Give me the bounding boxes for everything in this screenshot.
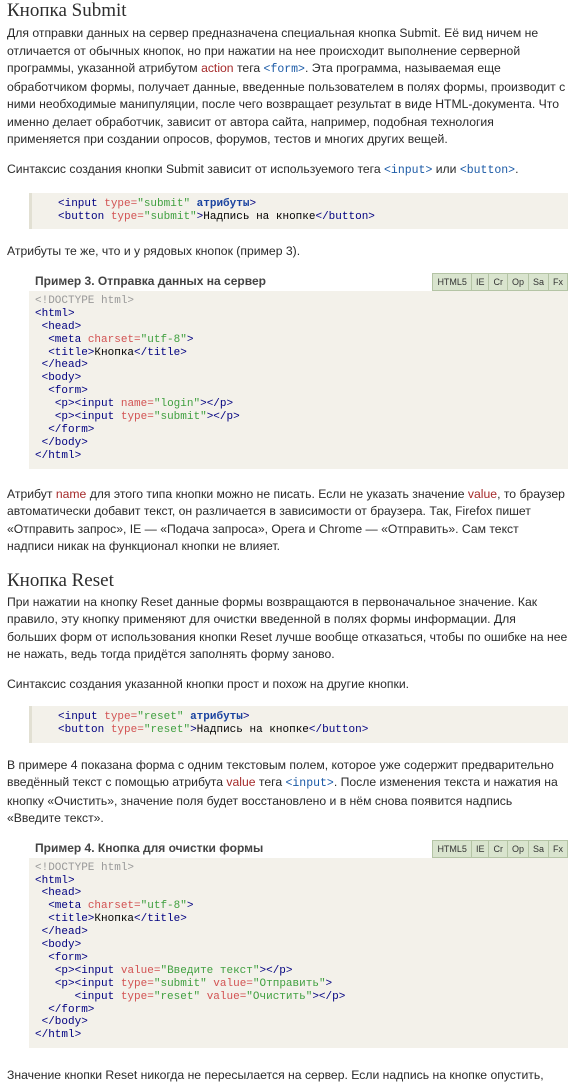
- example-3-title: Пример 3. Отправка данных на сервер: [35, 273, 266, 288]
- badge-cr: Cr: [488, 273, 508, 291]
- browser-badges: [433, 840, 568, 858]
- badge-op: Op: [507, 840, 529, 858]
- heading-submit: Кнопка Submit: [7, 0, 127, 21]
- reset-intro: При нажатии на кнопку Reset данные формы возвращаются в первоначальное значение. Как правило, эту кнопку применяют для очистки введенной в полях формы информации. Для больших форм от использования кнопки Reset лучше вообще отказаться, чтобы по ошибке на нее не нажать, ведь тогда придётся заполнять форму заново.: [7, 594, 568, 662]
- example-4: [29, 838, 568, 1049]
- badge-sa: Sa: [528, 840, 549, 858]
- submit-syntax-code: <input type="submit" атрибуты> <button type="submit">Надпись на кнопке</button>: [29, 193, 568, 229]
- badge-fx: Fx: [548, 840, 568, 858]
- badge-sa: Sa: [528, 273, 549, 291]
- example-3: [29, 271, 568, 469]
- example-4-header: [29, 838, 568, 858]
- submit-name-note: Атрибут name для этого типа кнопки можно не писать. Если не указать значение value, то браузер автоматически добавит текст, он различается в зависимости от браузера. Так, Firefox пишет «Отправить запрос», IE — «Подача запроса», Opera и Chrome — «Отправить». Сам текст надписи никак на функционал кнопки не влияет.: [7, 486, 565, 554]
- browser-badges: [433, 273, 568, 291]
- heading-reset: Кнопка Reset: [7, 569, 114, 591]
- example-4-code: <!DOCTYPE html> <html> <head> <meta charset="utf-8"> <title>Кнопка</title> </head> <body> <form> <p><input value="Введите текст"></p> <p><input type="submit" value="Отправить"> <input type="reset" value="Очистить"></p> </form> </body> </html>: [35, 861, 346, 1042]
- reset-syntax-text: Синтаксис создания указанной кнопки прост и похож на другие кнопки.: [7, 676, 410, 691]
- submit-intro: Для отправки данных на сервер предназначена специальная кнопка Submit. Её вид ничем не отличается от обычных кнопок, но при нажатии на нее происходит выполнение серверной программы, указанной атрибутом action тега <form>. Эта программа, называемая еще обработчиком формы, получает данные, введенные пользователем в полях формы, производит с ними необходимые манипуляции, после чего возвращает результат в виде HTML-документа. Что именно делает обработчик, зависит от автора сайта, например, подобная технология применяется при создании опросов, форумов, тестов и многих других вещей.: [7, 26, 566, 146]
- reset-syntax-code: <input type="reset" атрибуты> <button type="reset">Надпись на кнопке</button>: [29, 706, 568, 742]
- badge-cr: Cr: [488, 840, 508, 858]
- example-3-header: [29, 271, 568, 291]
- badge-html5: HTML5: [432, 840, 472, 858]
- submit-attrs-note: Атрибуты те же, что и у рядовых кнопок (пример 3).: [7, 244, 301, 259]
- submit-syntax-text: Синтаксис создания кнопки Submit зависит от используемого тега <input> или <button>.: [7, 161, 519, 177]
- keyword-action: action: [201, 61, 234, 75]
- reset-example-intro: В примере 4 показана форма с одним текстовым полем, которое уже содержит предварительно введённый текст с помощью атрибута value тега <input>. После изменения текста и нажатия на кнопку «Очистить», значение поля будет восстановлено и в нём снова появится надпись «Введите текст».: [7, 757, 558, 826]
- example-3-code: <!DOCTYPE html> <html> <head> <meta charset="utf-8"> <title>Кнопка</title> </head> <body> <form> <p><input name="login"></p> <p><input type="submit"></p> </form> </body> </html>: [35, 294, 240, 462]
- tag-form: <form>: [263, 63, 305, 76]
- badge-ie: IE: [471, 840, 490, 858]
- reset-server-note: Значение кнопки Reset никогда не пересылается на сервер. Если надпись на кнопке опустить,: [7, 1068, 544, 1083]
- badge-fx: Fx: [548, 273, 568, 291]
- badge-html5: HTML5: [432, 273, 472, 291]
- example-4-title: Пример 4. Кнопка для очистки формы: [35, 840, 264, 855]
- badge-ie: IE: [471, 273, 490, 291]
- badge-op: Op: [507, 273, 529, 291]
